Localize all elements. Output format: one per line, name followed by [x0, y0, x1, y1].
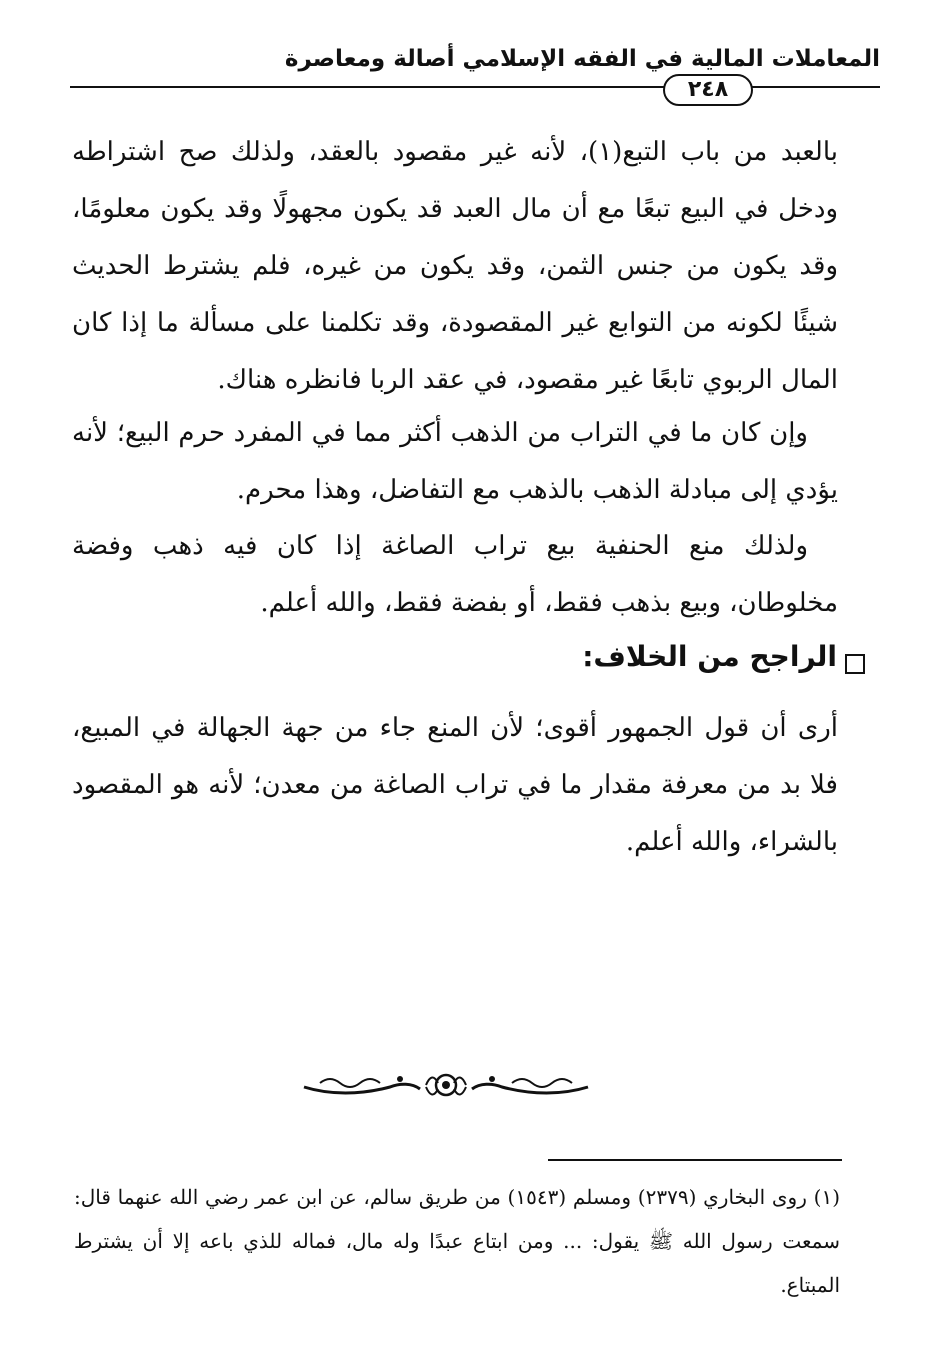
header-title: المعاملات المالية في الفقه الإسلامي أصالة ومعاصرة: [284, 46, 880, 72]
footnote-text: روى البخاري (٢٣٧٩) ومسلم (١٥٤٣) من طريق سالم، عن ابن عمر رضي الله عنهما قال: سمعت رسول الله ﷺ يقول: ... ومن ابتاع عبدًا وله مال، فماله للذي باعه إلا أن يشترط المبتاع.: [74, 1185, 840, 1297]
page-number: ٢٤٨: [663, 74, 753, 106]
floral-divider-ornament-icon: [300, 1065, 592, 1105]
footnote: [74, 1175, 840, 1307]
footnote-separator: [548, 1159, 842, 1161]
paragraph-2: وإن كان ما في التراب من الذهب أكثر مما في المفرد حرم البيع؛ لأنه يؤدي إلى مبادلة الذهب بالذهب مع التفاضل، وهذا محرم.: [72, 418, 838, 505]
paragraph-4: أرى أن قول الجمهور أقوى؛ لأن المنع جاء من جهة الجهالة في المبيع، فلا بد من معرفة مقدار ما في تراب الصاغة من معدن؛ لأنه هو المقصود بالشراء، والله أعلم.: [72, 713, 838, 857]
checkbox-square-icon: [845, 654, 865, 674]
footnote-marker: (١): [813, 1185, 841, 1209]
running-header: [70, 44, 880, 104]
header-rule: [70, 86, 880, 88]
paragraph-3: ولذلك منع الحنفية بيع تراب الصاغة إذا كان فيه ذهب وفضة مخلوطان، وبيع بذهب فقط، أو بفضة فقط، والله أعلم.: [72, 531, 838, 618]
section-heading: الراجح من الخلاف:: [582, 640, 837, 673]
paragraph-1: بالعبد من باب التبع(١)، لأنه غير مقصود بالعقد، ولذلك صح اشتراطه ودخل في البيع تبعًا مع أن مال العبد قد يكون مجهولًا وقد يكون معلومًا، وقد يكون من جنس الثمن، وقد يكون من غيره، فلم يشترط الحديث شيئًا لكونه من التوابع غير المقصودة، وقد تكلمنا على مسألة ما إذا كان المال الربوي تابعًا غير مقصود، في عقد الربا فانظره هناك.: [72, 137, 839, 395]
